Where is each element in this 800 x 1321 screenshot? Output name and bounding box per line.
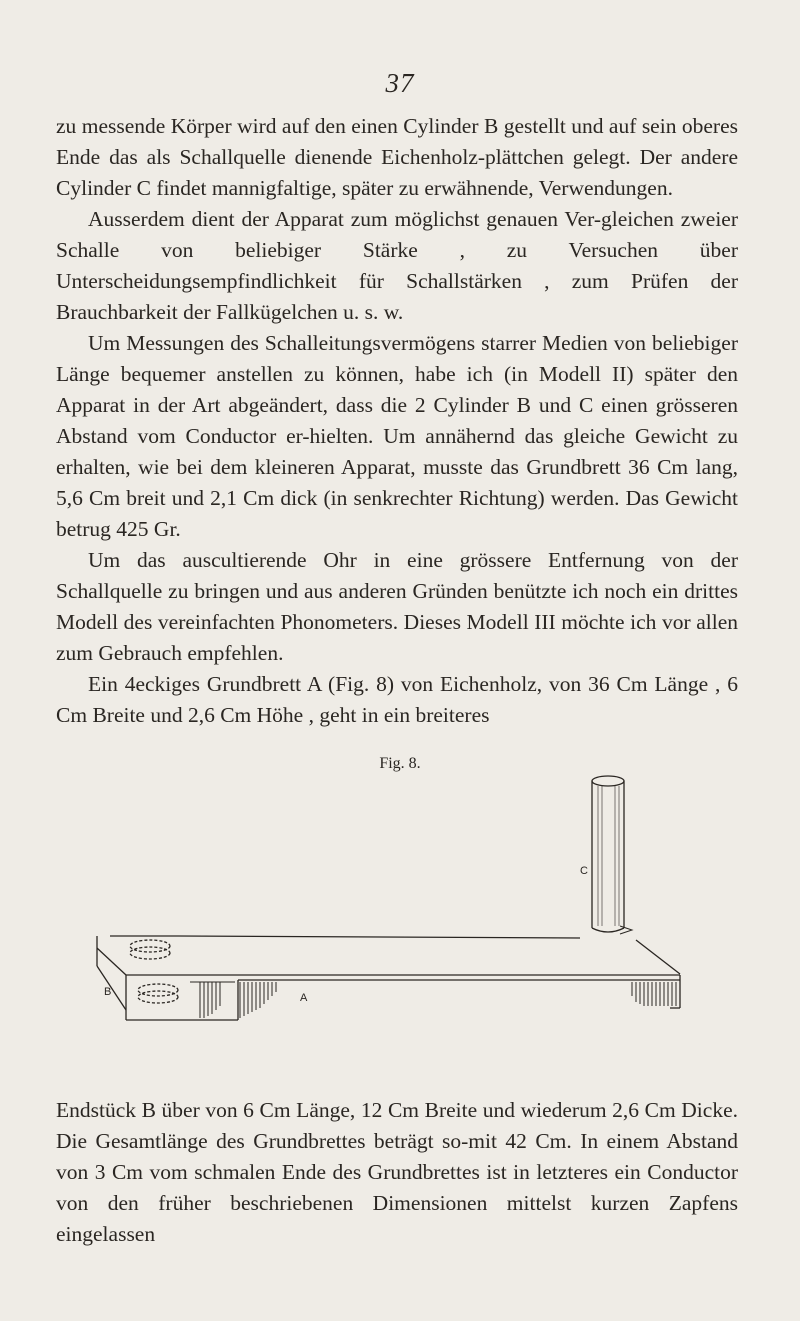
label-a: A xyxy=(300,992,308,1004)
paragraph: Endstück B über von 6 Cm Länge, 12 Cm Breite und wiederum 2,6 Cm Dicke. Die Gesamtlänge des Grundbrettes beträgt so-mit 42 Cm. In einem Abstand von 3 Cm vom schmalen Ende des Grundbrettes ist in letzteres ein Conductor von den früher beschriebenen Dimensionen mittelst kurzen Zapfens eingelassen xyxy=(56,1098,738,1246)
figure-8-phonometer-drawing xyxy=(80,770,720,1080)
cylinder-c-drawing xyxy=(592,776,632,934)
paragraph: Um das auscultierende Ohr in eine grössere Entfernung von der Schallquelle zu bringen und aus anderen Gründen benützte ich noch ein drittes Modell des vereinfachten Phonometers. Dieses Modell III möchte ich vor allen zum Gebrauch empfehlen. xyxy=(56,548,738,665)
page-number: 37 xyxy=(385,68,415,98)
figure-caption: Fig. 8. xyxy=(379,755,421,772)
label-c: C xyxy=(580,865,588,877)
phonometer-illustration xyxy=(80,770,720,1080)
paragraph: Ein 4eckiges Grundbrett A (Fig. 8) von Eichenholz, von 36 Cm Länge , 6 Cm Breite und 2,6 Cm Höhe , geht in ein breiteres xyxy=(56,672,738,727)
base-board-drawing xyxy=(97,936,680,1020)
paragraph: Um Messungen des Schalleitungsvermögens starrer Medien von beliebiger Länge bequemer anstellen zu können, habe ich (in Modell II) später den Apparat in der Art abgeändert, dass die 2 Cylinder B und C einen grösseren Abstand vom Conductor er-hielten. Um annähernd das gleiche Gewicht zu erhalten, wie bei dem kleineren Apparat, musste das Grundbrett 36 Cm lang, 5,6 Cm breit und 2,1 Cm dick (in senkrechter Richtung) werden. Das Gewicht betrug 425 Gr. xyxy=(56,331,738,541)
paragraph: zu messende Körper wird auf den einen Cylinder B gestellt und auf sein oberes Ende das als Schallquelle dienende Eichenholz-plättchen gelegt. Der andere Cylinder C findet mannigfaltige, später zu erwähnende, Verwendungen. xyxy=(56,114,738,200)
body-text-top xyxy=(56,111,738,731)
body-text-bottom xyxy=(56,1095,738,1250)
paragraph: Ausserdem dient der Apparat zum möglichst genauen Ver-gleichen zweier Schalle von beliebiger Stärke , zu Versuchen über Unterscheidungsempfindlichkeit für Schallstärken , zum Prüfen der Brauchbarkeit der Fallkügelchen u. s. w. xyxy=(56,207,738,324)
label-b: B xyxy=(104,986,112,998)
